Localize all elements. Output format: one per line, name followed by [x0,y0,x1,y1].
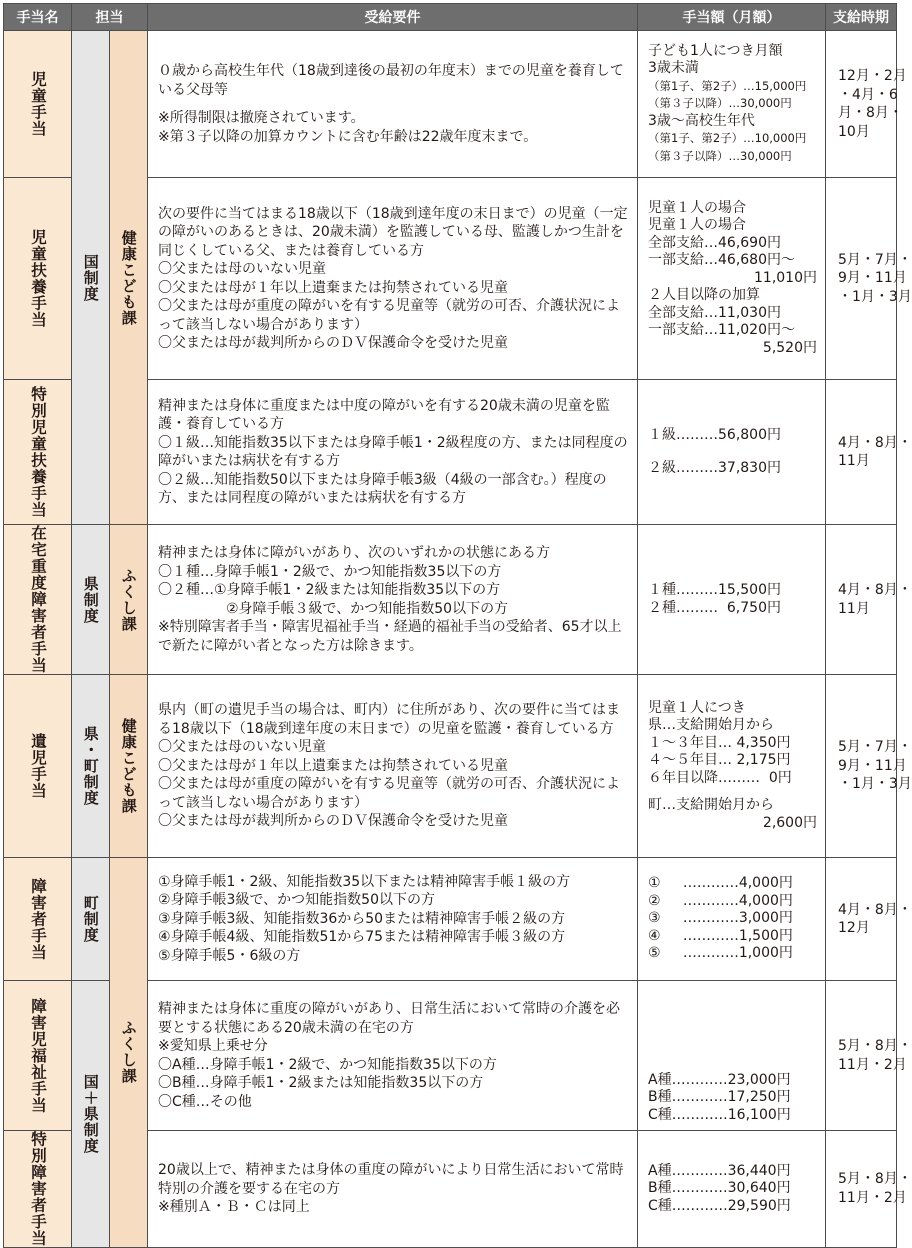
amount-cell [638,1131,826,1248]
amount-line: １〜３年目… 4,350円 [648,734,791,751]
requirements-cell [148,525,638,675]
header-amount: 手当額（月額） [638,4,826,31]
table-row [4,525,897,675]
category-label: 県制度 [81,575,100,624]
category-cell [72,675,110,858]
amount-cell [638,31,826,178]
period-line: 10月 [838,123,870,140]
header-requirements: 受給要件 [148,4,638,31]
amount-line: 児童１人の場合 [648,217,746,234]
period-line: 9月・11月 [838,757,907,774]
amount-line: １級………56,800円 [648,426,781,443]
amount-line: C種…………16,100円 [648,1106,791,1123]
amount-line: 5,520円 [762,339,817,356]
period-cell [826,525,912,675]
amount-line: 3歳〜高校生年代 [648,112,755,129]
department-cell [110,858,148,1248]
amount-cell [638,675,826,858]
amount-mark: ① [648,875,661,892]
amount-line: 全部支給…11,030円 [648,304,781,321]
requirement-line: ※種別Ａ・Ｂ・Ｃは同上 [158,1199,310,1215]
amount-cell [638,858,826,981]
period-line: 5月・8月・ [838,1171,912,1188]
period-cell [826,380,912,525]
amount-line: （第３子以降）…30,000円 [648,96,792,111]
requirement-line: 〇C種…その他 [158,1093,252,1110]
requirement-line: 〇２級…知能指数50以下または身障手帳3級（4級の一部含む。）程度の方、または同程度の障がいまたは病状を有する方 [158,471,607,506]
amount-mark: ④ [648,927,661,944]
allowance-name: 障害者手当 [29,877,48,961]
requirements-cell [148,675,638,858]
allowance-table [3,3,912,1248]
period-line: ・1月・3月 [838,288,912,305]
period-line: 5月・7月・ [838,251,912,268]
category-cell [72,525,110,675]
period-cell [826,1131,912,1248]
category-cell [72,858,110,981]
amount-line [648,875,817,893]
amount-line: B種…………30,640円 [648,1180,791,1196]
requirement-line: ④身障手帳4級、知能指数51から75または精神障害手帳３級の方 [158,929,566,946]
requirement-line: ②身障手帳3級で、かつ知能指数50以下の方 [158,892,435,909]
amount-line: 3歳未満 [648,60,699,77]
amount-line: B種…………17,250円 [648,1089,791,1105]
allowance-name-cell [4,1131,72,1248]
amount-line: 一部支給…11,020円〜 [648,322,795,339]
category-cell [72,981,110,1248]
requirement-line: 精神または身体に障がいがあり、次のいずれかの状態にある方 [158,545,550,561]
amount-line: A種…………36,440円 [648,1162,791,1179]
amount-value: …………4,000円 [682,892,793,909]
header-row [4,4,897,31]
amount-line: 児童１人につき [648,699,746,716]
requirements-cell [148,858,638,981]
requirement-line: 県内（町の遺児手当の場合は、町内）に住所があり、次の要件に当てはまる18歳以下（18歳到達年度の末日まで）の児童を監護・養育している方 [158,702,620,737]
department-label: ふくし課 [119,1020,138,1085]
allowance-name: 特別障害者手当 [29,1131,48,1247]
period-cell [826,981,912,1131]
period-line: 5月・7月・ [838,739,912,756]
amount-mark: ⑤ [648,945,661,962]
category-label: 国＋県制度 [81,1073,100,1154]
amount-line: 児童１人の場合 [648,199,746,216]
period-cell [826,178,912,380]
amount-line: ４〜５年目… 2,175円 [648,752,791,769]
amount-line: 一部支給…46,680円〜 [648,252,795,269]
requirement-line: 〇父または母のいない児童 [158,261,326,277]
amount-line: ６年目以降……… 0円 [648,769,792,786]
category-label: 町制度 [81,895,100,943]
period-line: 11月・2月 [838,1189,907,1206]
requirement-line: 次の要件に当てはまる18歳以下（18歳到達年度の末日まで）の児童（一定の障がいのあるときは、20歳未満）を監護している母、監護しかつ生計を同じくしている父、または養育している方 [158,205,628,259]
requirement-line: ※特別障害者手当・障害児福祉手当・経過的福祉手当の受給者、65才以上で新たに障がい者となった方は除きます。 [158,619,622,654]
amount-line: 11,010円 [754,269,817,286]
period-line: 4月・8月・ [838,434,912,451]
period-line: 9月・11月 [838,270,907,287]
period-cell [826,858,912,981]
amount-line: 2,600円 [762,814,817,831]
period-line: ・1月・3月 [838,776,912,793]
table-row [4,858,897,981]
allowance-name: 遺児手当 [29,733,48,799]
requirement-line: 精神または身体に重度の障がいがあり、日常生活において常時の介護を必要とする状態にある20歳未満の在宅の方 [158,1001,620,1036]
amount-mark: ② [648,892,661,909]
department-label: ふくし課 [119,567,138,632]
allowance-name-cell [4,31,72,178]
period-line: 12月 [838,920,870,936]
period-line: 11月 [838,600,870,617]
department-label: 健康こども課 [119,718,138,814]
header-dept: 担当 [72,4,148,31]
requirement-line: 〇１級…知能指数35以下または身障手帳1・2級程度の方、または同程度の障がいまたは病状を有する方 [158,434,628,469]
amount-line: ２種……… 6,750円 [648,599,781,616]
department-cell [110,675,148,858]
allowance-name-cell [4,380,72,525]
allowance-name: 障害児福祉手当 [29,997,48,1114]
amount-line: （第1子、第2子）…10,000円 [648,131,807,146]
requirement-line: ③身障手帳3級、知能指数36から50または精神障害手帳２級の方 [158,910,566,927]
department-label: 健康こども課 [119,229,138,326]
requirement-line: 〇父または母が裁判所からのＤＶ保護命令を受けた児童 [158,335,508,351]
amount-line: 子ども1人につき月額 [648,42,783,59]
period-line: 12月・2月 [838,68,907,84]
allowance-name: 特別児童扶養手当 [29,386,48,518]
amount-line [648,945,817,963]
requirement-line: 〇B種…身障手帳1・2級または知能指数35以下の方 [158,1075,484,1091]
category-label: 県・町制度 [81,726,100,806]
requirement-line: 〇１種…身障手帳1・2級で、かつ知能指数35以下の方 [158,563,502,580]
amount-line: C種…………29,590円 [648,1197,791,1214]
requirement-line: 〇父または母が裁判所からのＤＶ保護命令を受けた児童 [158,813,508,830]
amount-value: …………3,000円 [682,910,793,927]
department-cell [110,31,148,525]
table-row [4,31,897,178]
amount-line: 町…支給開始月から [648,797,774,814]
requirement-line: 〇２種…①身障手帳1・2級または知能指数35以下の方 [158,582,501,598]
requirement-line: 〇父または母が重度の障がいを有する児童等（就労の可否、介護状況によって該当しない場合があります） [158,298,620,333]
amount-line: 県…支給開始月から [648,717,774,734]
allowance-name-cell [4,525,72,675]
requirement-line: 〇A種…身障手帳1・2級で、かつ知能指数35以下の方 [158,1056,497,1073]
requirement-line: ⑤身障手帳5・6級の方 [158,947,301,964]
allowance-name: 児童手当 [29,71,48,137]
amount-value: …………1,500円 [682,927,793,944]
requirements-cell [148,380,638,525]
requirements-cell [148,1131,638,1248]
amount-line [648,893,817,911]
requirement-line: 〇父または母が重度の障がいを有する児童等（就労の可否、介護状況によって該当しない場合があります） [158,776,620,811]
header-period: 支給時期 [826,4,897,31]
period-line: 月・8月・ [838,105,903,121]
requirement-line: ０歳から高校生年代（18歳到達後の最初の年度末）までの児童を養育している父母等 [158,63,624,98]
amount-cell [638,380,826,525]
category-cell [72,31,110,525]
requirements-cell [148,178,638,380]
amount-value: …………1,000円 [682,945,793,962]
amount-line: （第３子以降）…30,000円 [648,148,792,163]
amount-mark: ③ [648,910,661,927]
amount-cell [638,525,826,675]
allowance-name-cell [4,981,72,1131]
requirement-line: ※第３子以降の加算カウントに含む年齢は22歳年度末まで。 [158,128,538,145]
amount-line: （第1子、第2子）…15,000円 [648,78,807,93]
department-cell [110,525,148,675]
period-cell [826,31,907,178]
period-line: ・4月・6 [838,86,898,103]
allowance-name: 児童扶養手当 [29,229,48,328]
allowance-name-cell [4,675,72,858]
requirement-line: ※愛知県上乗せ分 [158,1038,268,1054]
period-line: 4月・8月・ [838,901,912,918]
period-line: 5月・8月・ [838,1038,912,1054]
amount-cell [638,178,826,380]
amount-line: １種………15,500円 [648,582,781,598]
requirement-line: 〇父または母のいない児童 [158,739,326,756]
amount-value: …………4,000円 [682,875,793,892]
amount-line: ２人目以降の加算 [648,287,760,304]
requirement-line: 20歳以上で、精神または身体の重度の障がいにより日常生活において常時特別の介護を要する在宅の方 [158,1162,624,1197]
allowance-name-cell [4,178,72,380]
amount-cell [638,981,826,1131]
period-line: 11月・2月 [838,1056,907,1073]
requirements-cell [148,31,638,178]
requirement-line: ①身障手帳1・2級、知能指数35以下または精神障害手帳１級の方 [158,873,571,890]
allowance-name: 在宅重度障害者手当 [29,525,48,674]
amount-line: A種…………23,000円 [648,1071,791,1088]
period-cell [826,675,912,858]
header-name: 手当名 [4,4,72,31]
allowance-name-cell [4,858,72,981]
amount-line [648,910,817,928]
table-row [4,675,897,858]
requirement-line: 〇父または母が１年以上遺棄または拘禁されている児童 [158,279,508,296]
requirement-line: ※所得制限は撤廃されています。 [158,110,365,126]
amount-line [648,928,817,946]
requirement-line: 〇父または母が１年以上遺棄または拘禁されている児童 [158,757,508,774]
requirement-line: ②身障手帳３級で、かつ知能指数50以下の方 [226,600,509,617]
amount-line: 全部支給…46,690円 [648,234,781,251]
category-label: 国制度 [81,253,100,302]
amount-line: ２級………37,830円 [648,460,781,476]
requirement-line: 精神または身体に重度または中度の障がいを有する20歳未満の児童を監護・養育している方 [158,397,610,432]
period-line: 4月・8月・ [838,582,912,598]
requirement-line [158,99,629,109]
period-line: 11月 [838,453,870,469]
requirements-cell [148,981,638,1131]
